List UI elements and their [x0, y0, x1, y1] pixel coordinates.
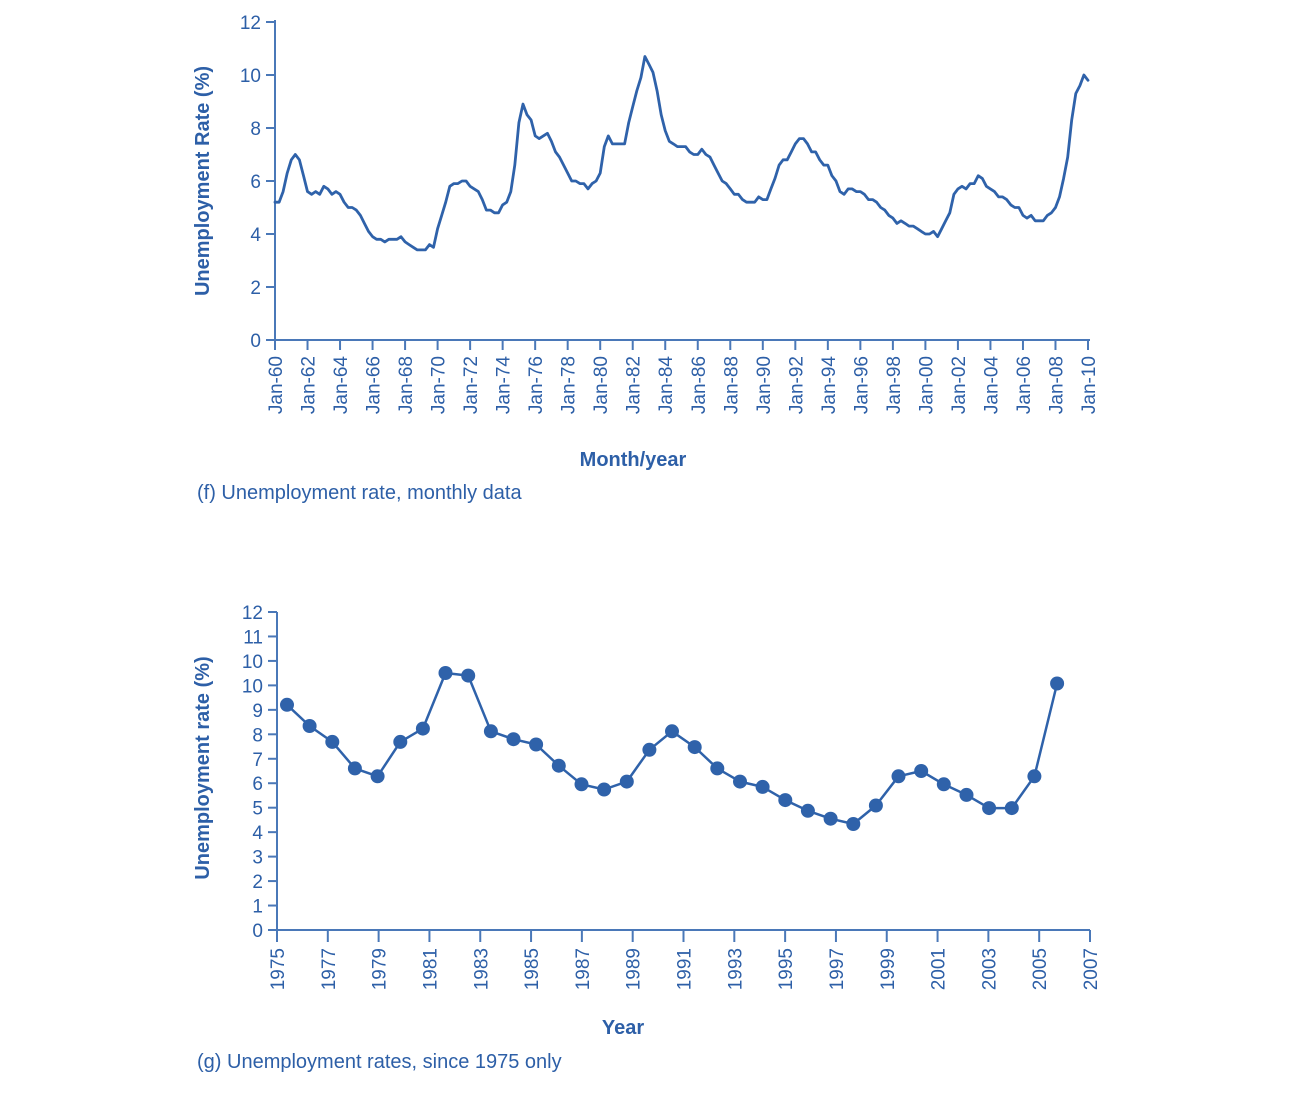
chart-f-axis-lines: [275, 20, 1090, 340]
data-point: [665, 724, 679, 738]
y-tick-label: 4: [252, 823, 263, 845]
monthly-unemployment-line: [275, 57, 1088, 250]
data-point: [620, 775, 634, 789]
chart-f-caption: (f) Unemployment rate, monthly data: [197, 482, 522, 504]
x-tick-label: Jan-88: [721, 356, 743, 415]
chart-f-x-ticks: [266, 340, 1100, 414]
x-tick-label: 1987: [572, 948, 594, 991]
data-point: [824, 812, 838, 826]
data-point: [642, 743, 656, 757]
y-tick-label: 8: [252, 725, 263, 747]
x-tick-label: 1979: [369, 948, 391, 991]
y-tick-label: 12: [239, 13, 261, 34]
y-tick-label: 6: [250, 172, 261, 193]
data-point: [416, 722, 430, 736]
x-tick-label: Jan-98: [883, 356, 905, 415]
x-tick-label: 2005: [1030, 948, 1052, 991]
chart-g-data-points: [280, 666, 1064, 831]
x-tick-label: Jan-00: [916, 356, 938, 415]
x-tick-label: 1983: [471, 948, 493, 991]
data-point: [552, 759, 566, 773]
chart-g-axes: [277, 612, 1090, 930]
monthly-unemployment-chart: [192, 13, 1100, 504]
x-tick-label: 1995: [776, 948, 798, 991]
data-point: [937, 777, 951, 791]
y-tick-label: 2: [252, 872, 263, 894]
annual-unemployment-chart: [192, 603, 1102, 1073]
y-tick-label: 0: [252, 921, 263, 942]
x-tick-label: 1989: [623, 948, 645, 991]
data-point: [348, 761, 362, 775]
data-point: [688, 740, 702, 754]
x-tick-label: Jan-04: [981, 355, 1003, 415]
data-point: [778, 793, 792, 807]
x-tick-label: Jan-74: [493, 356, 515, 415]
x-tick-label: Jan-62: [298, 356, 320, 415]
y-tick-label: 10: [241, 676, 263, 698]
data-point: [303, 719, 317, 733]
chart-g-axis-lines: [277, 612, 1090, 930]
chart-f-y-axis-title: Unemployment Rate (%): [192, 65, 214, 297]
chart-g-x-ticks: [268, 930, 1102, 990]
data-point: [393, 735, 407, 749]
data-point: [325, 735, 339, 749]
chart-g-caption: (g) Unemployment rates, since 1975 only: [197, 1051, 562, 1073]
y-tick-label: 5: [252, 798, 263, 820]
y-tick-label: 0: [250, 331, 261, 352]
x-tick-label: Jan-86: [688, 356, 710, 415]
x-tick-label: 2003: [979, 948, 1001, 991]
y-tick-label: 2: [250, 278, 261, 299]
chart-g-y-ticks: [242, 603, 277, 942]
x-tick-label: Jan-82: [623, 356, 645, 415]
y-tick-label: 1: [252, 896, 263, 918]
x-tick-label: Jan-76: [526, 356, 548, 415]
x-tick-label: Jan-68: [396, 356, 418, 415]
chart-f-axes: [275, 20, 1090, 340]
y-tick-label: 10: [241, 651, 263, 673]
x-tick-label: 1981: [420, 948, 442, 991]
y-tick-label: 8: [250, 119, 261, 140]
chart-f-x-axis-title: Month/year: [579, 449, 687, 471]
data-point: [914, 764, 928, 778]
x-tick-label: 1985: [522, 948, 544, 991]
x-tick-label: 1977: [318, 948, 340, 991]
y-tick-label: 6: [252, 774, 263, 796]
x-tick-label: 2007: [1081, 948, 1102, 991]
y-tick-label: 11: [243, 627, 263, 649]
data-point: [892, 769, 906, 783]
x-tick-label: Jan-94: [818, 356, 840, 415]
y-tick-label: 7: [252, 749, 263, 771]
x-tick-label: 1975: [268, 948, 289, 991]
data-point: [1027, 769, 1041, 783]
y-tick-label: 12: [241, 603, 263, 624]
x-tick-label: Jan-84: [656, 356, 678, 415]
x-tick-label: Jan-64: [331, 356, 353, 415]
y-tick-label: 3: [252, 847, 263, 869]
x-tick-label: Jan-80: [591, 356, 613, 415]
data-point: [710, 761, 724, 775]
x-tick-label: Jan-66: [363, 356, 385, 415]
data-point: [982, 801, 996, 815]
data-point: [575, 777, 589, 791]
chart-f-series-line: [275, 57, 1088, 250]
x-tick-label: Jan-10: [1079, 356, 1100, 415]
data-point: [1005, 801, 1019, 815]
data-point: [461, 669, 475, 683]
y-tick-label: 4: [250, 225, 261, 246]
x-tick-label: Jan-78: [558, 356, 580, 415]
x-tick-label: Jan-72: [461, 356, 483, 415]
y-tick-label: 10: [239, 66, 261, 87]
x-tick-label: 1991: [674, 948, 696, 991]
data-point: [597, 783, 611, 797]
data-point: [960, 788, 974, 802]
x-tick-label: 1999: [877, 948, 899, 991]
data-point: [371, 769, 385, 783]
x-tick-label: Jan-06: [1013, 355, 1035, 415]
data-point: [733, 775, 747, 789]
x-tick-label: Jan-96: [851, 356, 873, 415]
x-tick-label: 1997: [826, 948, 848, 991]
chart-g-y-axis-title: Unemployment rate (%): [192, 656, 214, 880]
x-tick-label: Jan-08: [1046, 356, 1068, 415]
data-point: [280, 698, 294, 712]
data-point: [529, 738, 543, 752]
x-tick-label: Jan-92: [786, 356, 808, 415]
x-tick-label: Jan-70: [428, 356, 450, 415]
chart-f-y-ticks: [240, 13, 275, 352]
data-point: [801, 804, 815, 818]
data-point: [439, 666, 453, 680]
y-tick-label: 9: [252, 700, 263, 722]
data-point: [846, 817, 860, 831]
x-tick-label: 2001: [928, 948, 950, 991]
data-point: [507, 732, 521, 746]
data-point: [869, 799, 883, 813]
data-point: [1050, 677, 1064, 691]
x-tick-label: 1993: [725, 948, 747, 991]
x-tick-label: Jan-90: [753, 356, 775, 415]
data-point: [484, 724, 498, 738]
x-tick-label: Jan-02: [948, 356, 970, 415]
x-tick-label: Jan-60: [266, 356, 287, 415]
data-point: [756, 780, 770, 794]
chart-g-x-axis-title: Year: [601, 1017, 645, 1039]
